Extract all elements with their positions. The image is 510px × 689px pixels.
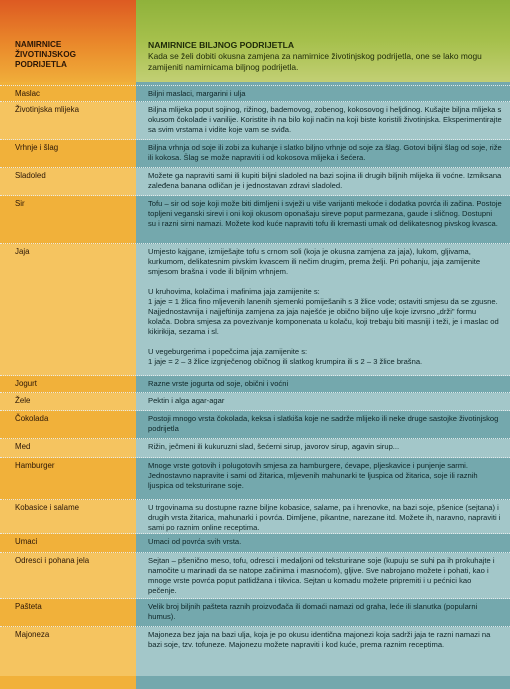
animal-food-name: Jaja (0, 244, 136, 376)
plant-alternative (136, 102, 510, 140)
alternative-text: U kruhovima, kolačima i mafinima jaja zamijenite s: (148, 287, 320, 296)
table-row (0, 534, 510, 553)
animal-food-name: Maslac (15, 89, 40, 98)
animal-food-name: Jogurt (15, 379, 37, 388)
alternative-text: Biljni maslaci, margarini i ulja (148, 89, 246, 98)
alternative-text: Možete ga napraviti sami ili kupiti biljni sladoled na bazi sojina ili drugih biljnih mlijeka ili voćne. Izmiksana zaleđena banana odličan je i jednostavan zdravi sladoled. (148, 171, 502, 190)
table-row (0, 439, 510, 458)
table-row (0, 140, 510, 168)
table-row (0, 411, 510, 439)
plant-column-title: NAMIRNICE BILJNOG PODRIJETLA (148, 40, 295, 50)
animal-food-name: Pašteta (15, 602, 42, 611)
animal-food-name: Umaci (15, 537, 38, 546)
alternative-text (148, 337, 502, 347)
alternative-text: Velik broj biljnih pašteta raznih proizvođača ili domaći namazi od graha, leće ili slanutka (popularni humus). (148, 602, 478, 621)
alternative-text: Najjednostavnija i najjeftinija zamjena za jaja naješće je običnо biljno ulje koje izvrsno „drži" formu kolača. Dobra smjesa za povezivanje komponenata u kolaču, koji trebaju biti masniji i teži, je i maslac od kikirikija, sezama i sl. (148, 307, 499, 336)
alternative-text: Razne vrste jogurta od soje, obični i voćni (148, 379, 289, 388)
table-row (0, 102, 510, 140)
plant-alternative (136, 534, 510, 553)
plant-alternative (136, 140, 510, 168)
table-row (0, 376, 510, 393)
table-row (0, 168, 510, 196)
alternative-text: 1 jaje = 1 žlica fino mljevenih lanenih sjemenki pomiješanih s 3 žlice vode; ostaviti smjesu da se zgusne. (148, 297, 498, 306)
animal-food-name: Vrhnje i šlag (15, 143, 59, 152)
animal-food-name: Sladoled (0, 168, 136, 196)
plant-alternative (136, 553, 510, 599)
alternative-text: U vegeburgerima i popečcima jaja zamijenite s: (148, 347, 308, 356)
plant-column-subtitle: Kada se želi dobiti okusna zamjena za namirnice životinjskog podrijetla, one se lako mogu zamijeniti namirnicama biljnog podrijetla. (148, 51, 482, 72)
animal-food-name: Čokolada (15, 414, 49, 423)
plant-alternative (136, 168, 510, 196)
animal-food-name: Kobasice i salame (0, 500, 136, 534)
plant-alternative (136, 439, 510, 458)
plant-alternative (136, 500, 510, 534)
alternative-text: Biljna mlijeka poput sojinog, rižinog, bademovog, zobenog, kokosovog i heljdinog. Kušajte biljna mlijeka s okusom čokolade i vanilije. Koristite ih na bilo koji način na koji biste koristili životinjska. Eksperimentirajte sa svim vrstama i vidite koje vam se sviđa. (148, 105, 502, 134)
alternative-text: Postoji mnogo vrsta čokolada, keksa i slatkiša koje ne sadrže mlijeko ili neke druge sastojke životinjskog podrijetla (148, 414, 499, 433)
alternative-text: Sejtan – pšenično meso, tofu, odresci i medaljoni od teksturirane soje (kupuju se suhi pa ih prokuhajte i namočite u marinadi da se natope začinima i masnoćom), gljive. Sve nabrojano možete i pohati, kao i mnoge vrste povrća poput patlidžana i tikvica. Sejtan u komadu možete pripremiti i u pećnici kao pečenje. (148, 556, 495, 595)
plant-alternative (136, 196, 510, 244)
alternative-text: Pektin i alga agar-agar (148, 396, 225, 405)
animal-food-name: Životinjska mlijeka (0, 102, 136, 140)
alternative-text: Umjesto kajgane, izmiješajte tofu s crnom soli (koja je okusna zamjena za jaja), lukom, gljivama, kurkumom, delikatesnim pivskim kvascem ili nečim drugim, prema želji. Pri pohanju, jaja zamijenite smjesom brašna i vode ili biljnim vrhnjem. (148, 247, 481, 276)
alternative-text: Majoneza bez jaja na bazi ulja, koja je po okusu identična majonezi koja sadrži jaja te razni namazi na bazi soje, tzv. tofuneze. Majonezu možete napraviti i kod kuće, prema raznim receptima. (148, 630, 491, 649)
table-row (0, 627, 510, 676)
alternative-text: Rižin, ječmeni ili kukuruzni slad, šećerni sirup, javorov sirup, agavin sirup... (148, 442, 400, 451)
animal-food-name: Želе (0, 393, 136, 411)
table-row (0, 500, 510, 534)
animal-food-name: Majoneza (0, 627, 136, 676)
alternative-text: Umaci od povrća svih vrsta. (148, 537, 242, 546)
alternative-text: 1 jaje = 2 – 3 žlice izgnječenog običnog ili slatkog krumpira ili s 2 – 3 žlice brašna. (148, 357, 423, 366)
alternative-text: Tofu – sir od soje koji može biti dimljeni i svježi u više varijanti mekoće i dodatka povrća ili začina. Postoje topljeni veganski sirevi i oni koji okusom oponašaju sireve poput parmezana, gaude i sličnog. Dostupni su i razni sirni namazi. Možete kod kuće napraviti tofu ili kremasti umak od delikatesnog pivskog kvasca. (148, 199, 502, 228)
plant-alternative (136, 86, 510, 102)
table-row (0, 86, 510, 102)
animal-column-header (0, 0, 136, 82)
table-row (0, 393, 510, 411)
table-row (0, 458, 510, 500)
alternative-text: Mnoge vrste gotovih i polugotovih smjesa za hamburgere, ćevape, pljeskavice i punjenje sarmi. Jednostavno napravite i sami od žitarica, mljevenih mahunarki te ljuspica od žitarica, soje ili raznih ljuspica od teksturirane soje. (148, 461, 478, 490)
plant-alternative (136, 458, 510, 500)
table-row (0, 196, 510, 244)
table-row (0, 553, 510, 599)
table-row (0, 599, 510, 627)
plant-alternative (136, 244, 510, 376)
alternative-text: U trgovinama su dostupne razne biljne kobasice, salame, pa i hrenovke, na bazi soje, pšenice (sejtana) i drugih vrsta žitarica, mahunarki i povrća. Dimljene, pikantne, narezane itd. Možete ih, naravno, napraviti i sami po raznim online receptima. (148, 503, 501, 532)
plant-column-header (136, 0, 510, 82)
animal-food-name: Med (0, 439, 136, 458)
alternative-text (148, 277, 502, 287)
animal-food-name: Odresci i pohana jela (0, 553, 136, 599)
animal-column-title: NAMIRNICE ŽIVOTINJSKOG PODRIJETLA (15, 40, 76, 69)
plant-alternative (136, 376, 510, 393)
animal-food-name: Hamburger (15, 461, 55, 470)
table-row (0, 244, 510, 376)
plant-alternative (136, 411, 510, 439)
animal-food-name: Sir (15, 199, 25, 208)
plant-alternative (136, 627, 510, 676)
plant-alternative (136, 599, 510, 627)
plant-alternative (136, 393, 510, 411)
alternative-text: Biljna vrhnja od soje ili zobi za kuhanje i slatko biljno vrhnje od soje za šlag. Gotovi biljni šlag od soje, riže ili kokosa. Šlag se može napraviti i od kokosova mlijeka i šećera. (148, 143, 502, 162)
